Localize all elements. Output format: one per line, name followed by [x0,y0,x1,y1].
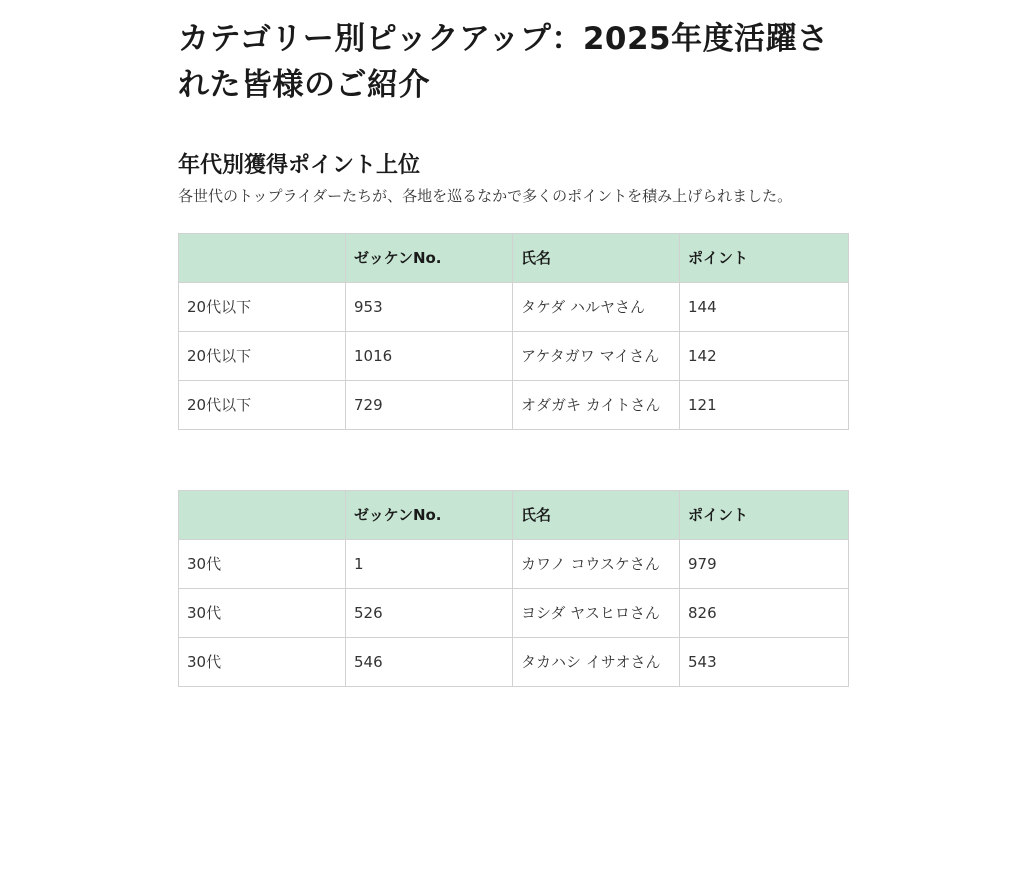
header-bib-number: ゼッケンNo. [346,234,513,283]
header-points: ポイント [680,234,849,283]
cell-name: タカハシ イサオさん [513,638,680,687]
cell-points: 826 [680,589,849,638]
cell-points: 142 [680,332,849,381]
header-points: ポイント [680,491,849,540]
table-header-row [179,234,849,283]
table-header-row [179,491,849,540]
cell-name: タケダ ハルヤさん [513,283,680,332]
header-name: 氏名 [513,234,680,283]
ranking-table-30s [178,490,849,687]
table-row [179,283,849,332]
article-content [178,0,848,687]
cell-points: 979 [680,540,849,589]
section-heading: 年代別獲得ポイント上位 [178,153,421,178]
cell-name: アケタガワ マイさん [513,332,680,381]
cell-name: オダガキ カイトさん [513,381,680,430]
cell-bib-number: 1016 [346,332,513,381]
cell-category: 20代以下 [179,283,346,332]
cell-category: 20代以下 [179,381,346,430]
cell-bib-number: 526 [346,589,513,638]
table-row [179,589,849,638]
cell-category: 30代 [179,540,346,589]
cell-name: カワノ コウスケさん [513,540,680,589]
cell-name: ヨシダ ヤスヒロさん [513,589,680,638]
ranking-table-20s [178,233,849,430]
table-row [179,638,849,687]
cell-category: 30代 [179,638,346,687]
cell-points: 543 [680,638,849,687]
cell-points: 144 [680,283,849,332]
cell-points: 121 [680,381,849,430]
section-description: 各世代のトップライダーたちが、各地を巡るなかで多くのポイントを積み上げられました。 [178,187,793,205]
header-bib-number: ゼッケンNo. [346,491,513,540]
cell-category: 30代 [179,589,346,638]
header-name: 氏名 [513,491,680,540]
cell-bib-number: 729 [346,381,513,430]
cell-bib-number: 546 [346,638,513,687]
page-title: カテゴリー別ピックアップ：2025年度活躍された皆様のご紹介 [178,21,829,103]
cell-bib-number: 953 [346,283,513,332]
cell-category: 20代以下 [179,332,346,381]
cell-bib-number: 1 [346,540,513,589]
table-row [179,540,849,589]
table-row [179,332,849,381]
header-category [179,491,346,540]
table-row [179,381,849,430]
header-category [179,234,346,283]
